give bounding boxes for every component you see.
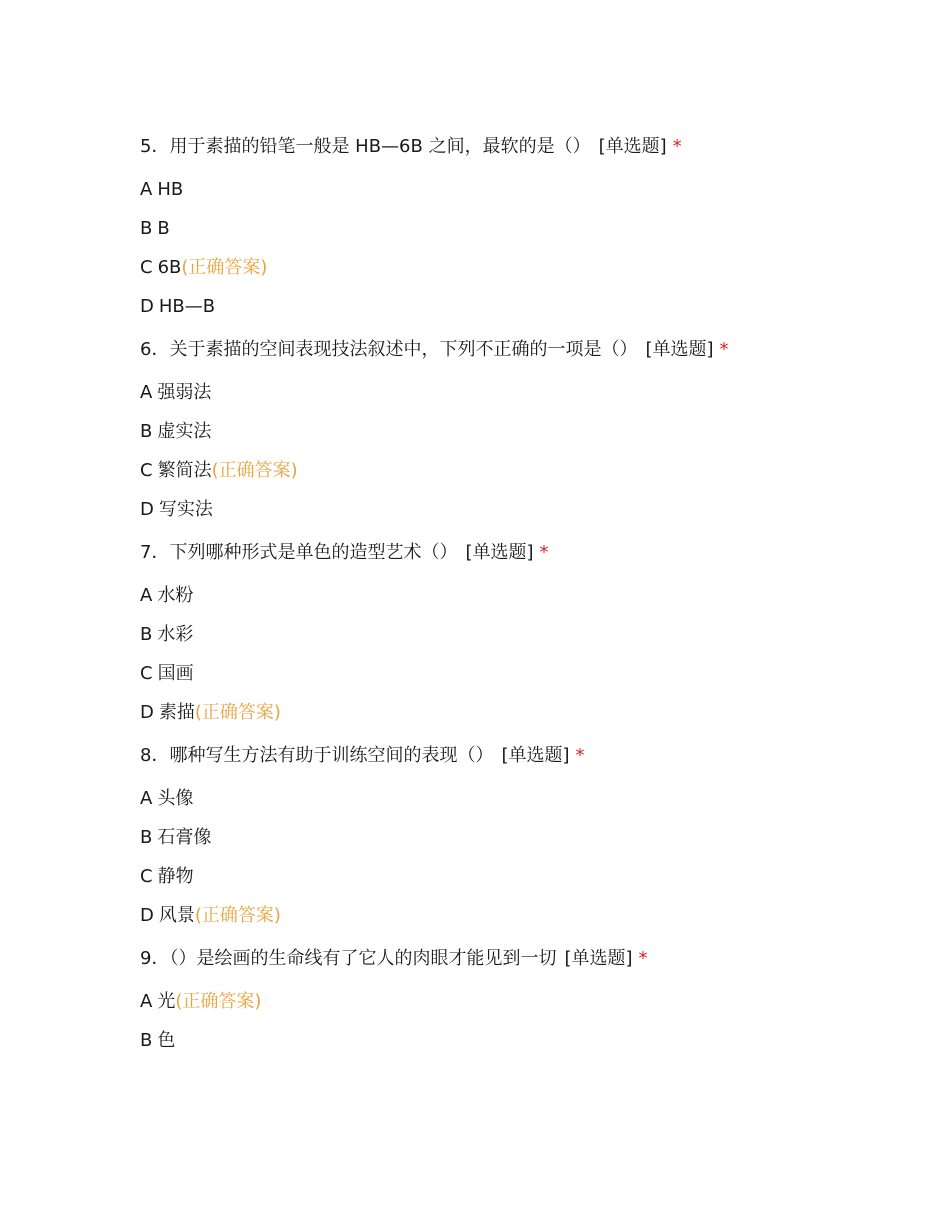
option-letter: C xyxy=(140,866,153,887)
question-title xyxy=(140,742,900,770)
option-letter: D xyxy=(140,905,154,926)
option-text: HB—B xyxy=(158,296,216,317)
option-letter: C xyxy=(140,663,153,684)
option-letter: A xyxy=(140,382,153,403)
option-text: 国画 xyxy=(157,663,194,684)
option-c[interactable] xyxy=(140,457,900,485)
question-title xyxy=(140,539,900,567)
option-letter: D xyxy=(140,499,154,520)
question-type: [单选题] xyxy=(465,542,534,563)
option-text: 静物 xyxy=(157,866,194,887)
question-text: 8．哪种写生方法有助于训练空间的表现（） xyxy=(140,745,494,766)
option-d[interactable] xyxy=(140,699,900,727)
option-letter: C xyxy=(140,257,153,278)
option-c[interactable] xyxy=(140,660,900,688)
question-text: 6．关于素描的空间表现技法叙述中，下列不正确的一项是（） xyxy=(140,339,638,360)
question-type: [单选题] xyxy=(564,948,633,969)
option-letter: A xyxy=(140,585,153,606)
option-text: 色 xyxy=(157,1030,176,1051)
option-text: 繁简法 xyxy=(157,460,212,481)
option-b[interactable] xyxy=(140,215,900,243)
option-c[interactable] xyxy=(140,254,900,282)
option-d[interactable] xyxy=(140,902,900,930)
option-letter: B xyxy=(140,421,153,442)
required-mark: * xyxy=(638,948,648,969)
question-type: [单选题] xyxy=(598,136,667,157)
option-text: 虚实法 xyxy=(157,421,212,442)
required-mark: * xyxy=(575,745,585,766)
question-list xyxy=(140,133,900,1066)
option-c[interactable] xyxy=(140,863,900,891)
option-a[interactable] xyxy=(140,785,900,813)
option-letter: B xyxy=(140,827,153,848)
question-text: 7．下列哪种形式是单色的造型艺术（） xyxy=(140,542,458,563)
question-text: 5．用于素描的铅笔一般是 HB—6B 之间，最软的是（） xyxy=(140,136,591,157)
correct-answer-mark: (正确答案) xyxy=(175,991,262,1012)
question-7 xyxy=(140,539,900,727)
required-mark: * xyxy=(672,136,682,157)
question-type: [单选题] xyxy=(501,745,570,766)
option-letter: D xyxy=(140,296,154,317)
option-text: 光 xyxy=(157,991,176,1012)
question-9 xyxy=(140,945,900,1055)
question-5 xyxy=(140,133,900,321)
option-letter: B xyxy=(140,624,153,645)
option-b[interactable] xyxy=(140,621,900,649)
option-a[interactable] xyxy=(140,176,900,204)
option-b[interactable] xyxy=(140,1027,900,1055)
option-letter: D xyxy=(140,702,154,723)
option-text: 写实法 xyxy=(158,499,213,520)
question-title xyxy=(140,336,900,364)
required-mark: * xyxy=(539,542,549,563)
correct-answer-mark: (正确答案) xyxy=(194,905,281,926)
option-a[interactable] xyxy=(140,379,900,407)
option-text: HB xyxy=(157,179,184,200)
option-text: 6B xyxy=(157,257,182,278)
option-text: B xyxy=(157,218,170,239)
option-letter: A xyxy=(140,991,153,1012)
option-b[interactable] xyxy=(140,824,900,852)
question-6 xyxy=(140,336,900,524)
option-text: 风景 xyxy=(158,905,195,926)
option-a[interactable] xyxy=(140,988,900,1016)
option-letter: A xyxy=(140,179,153,200)
correct-answer-mark: (正确答案) xyxy=(211,460,298,481)
option-text: 水粉 xyxy=(157,585,194,606)
question-title xyxy=(140,945,900,973)
question-type: [单选题] xyxy=(645,339,714,360)
option-text: 强弱法 xyxy=(157,382,212,403)
option-b[interactable] xyxy=(140,418,900,446)
question-text: 9．（）是绘画的生命线有了它人的肉眼才能见到一切 xyxy=(140,948,557,969)
option-text: 头像 xyxy=(157,788,194,809)
option-text: 素描 xyxy=(158,702,195,723)
option-a[interactable] xyxy=(140,582,900,610)
option-d[interactable] xyxy=(140,496,900,524)
correct-answer-mark: (正确答案) xyxy=(181,257,268,278)
option-text: 石膏像 xyxy=(157,827,212,848)
question-title xyxy=(140,133,900,161)
option-letter: A xyxy=(140,788,153,809)
option-d[interactable] xyxy=(140,293,900,321)
correct-answer-mark: (正确答案) xyxy=(194,702,281,723)
option-text: 水彩 xyxy=(157,624,194,645)
option-letter: C xyxy=(140,460,153,481)
required-mark: * xyxy=(719,339,729,360)
option-letter: B xyxy=(140,218,153,239)
option-letter: B xyxy=(140,1030,153,1051)
question-8 xyxy=(140,742,900,930)
